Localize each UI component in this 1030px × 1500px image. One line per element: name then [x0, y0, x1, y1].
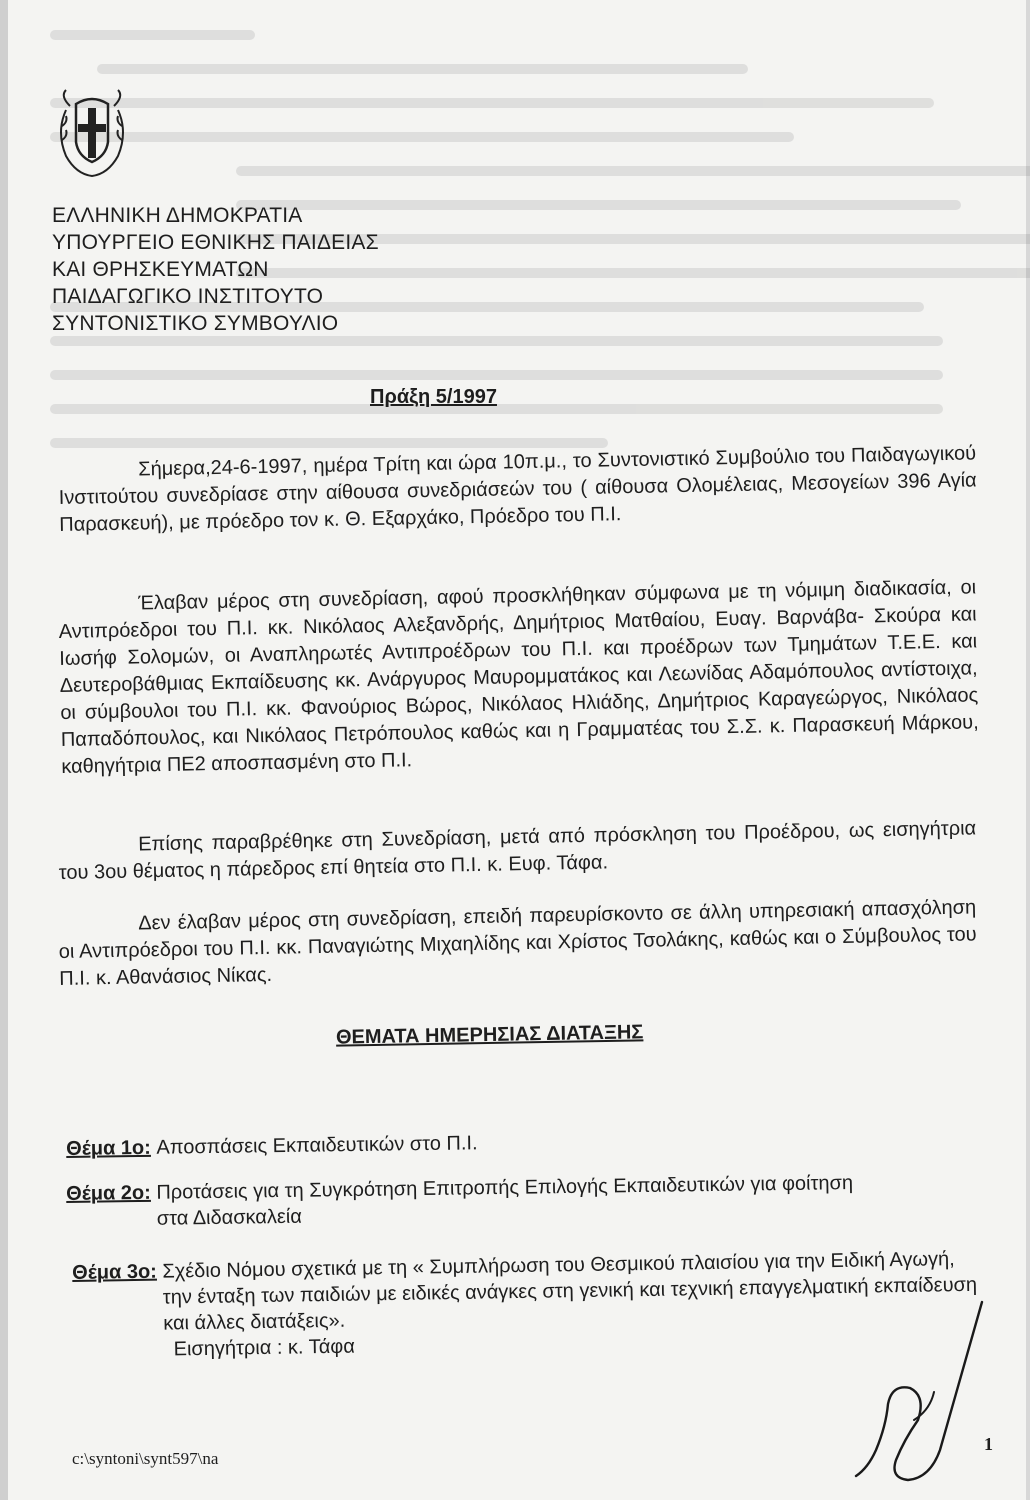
agenda-item-label: Θέμα 3ο:	[72, 1260, 158, 1284]
paragraph-text: Σήμερα,24-6-1997, ημέρα Τρίτη και ώρα 10π.μ., το Συντονιστικό Συμβούλιο του Παιδαγωγικού Ινστιτούτου συνεδρίασε στην αίθουσα συνεδριάσεών του ( αίθουσα Ολομέλειας, Μεσογείων 396 Αγία Παρασκευή), με πρόεδρο τον κ. Θ. Εξαρχάκο, Πρόεδρο του Π.Ι.	[58, 442, 977, 536]
scan-edge-right	[1026, 0, 1030, 1500]
agenda-item-label: Θέμα 2ο:	[66, 1181, 151, 1205]
header-line: ΣΥΝΤΟΝΙΣΤΙΚΟ ΣΥΜΒΟΥΛΙΟ	[52, 312, 339, 335]
agenda-item-text: Αποσπάσεις Εκπαιδευτικών στο Π.Ι.	[156, 1132, 478, 1159]
agenda-item-label: Θέμα 1ο:	[66, 1136, 151, 1160]
agenda-item	[66, 1170, 857, 1233]
coat-of-arms-icon	[52, 86, 132, 178]
scan-edge-left	[0, 0, 8, 1500]
page-number: 1	[984, 1434, 993, 1454]
paragraph-text: Επίσης παραβρέθηκε στη Συνεδρίαση, μετά από πρόσκληση του Προέδρου, ως εισηγήτρια του 3ου θέματος η πάρεδρος επί θητεία στο Π.Ι. κ. Ευφ. Τάφα.	[58, 817, 977, 884]
agenda-title: ΘΕΜΑΤΑ ΗΜΕΡΗΣΙΑΣ ΔΙΑΤΑΞΗΣ	[335, 1021, 644, 1049]
document-title: Πράξη 5/1997	[370, 386, 497, 408]
signature-icon	[830, 1300, 990, 1485]
agenda-item-text: Σχέδιο Νόμου σχετικά με τη « Συμπλήρωση του Θεσμικού πλαισίου για την Ειδική Αγωγή, την ένταξη των παιδιών με ειδικές ανάγκες στη γενική και τεχνική επαγγελματική εκπαίδευση και άλλες διατάξεις».	[162, 1248, 978, 1335]
agenda-item	[66, 1130, 478, 1162]
agenda-item-text: Προτάσεις για τη Συγκρότηση Επιτροπής Επιλογής Εκπαιδευτικών για φοίτηση στα Διδασκαλεία	[156, 1172, 854, 1230]
paragraph-text: Δεν έλαβαν μέρος στη συνεδρίαση, επειδή παρευρίσκοντο σε άλλη υπηρεσιακή απασχόληση οι Αντιπρόεδροι του Π.Ι. κκ. Παναγιώτης Μιχαηλίδης και Χρίστος Τσολάκης, καθώς και ο Σύμβουλος του Π.Ι. κ. Αθανάσιος Νίκας.	[58, 896, 977, 990]
header-line: ΥΠΟΥΡΓΕΙΟ ΕΘΝΙΚΗΣ ΠΑΙΔΕΙΑΣ	[52, 231, 379, 254]
header-line: ΕΛΛΗΝΙΚΗ ΔΗΜΟΚΡΑΤΙΑ	[52, 204, 303, 227]
file-path: c:\syntoni\synt597\na	[72, 1449, 219, 1468]
agenda-item-rapporteur: Εισηγήτρια : κ. Τάφα	[173, 1335, 356, 1361]
paragraph-absentees	[58, 894, 977, 993]
header-line: ΚΑΙ ΘΡΗΣΚΕΥΜΑΤΩΝ	[52, 258, 269, 281]
paragraph-rapporteur	[58, 815, 977, 887]
paragraph-attendees	[58, 574, 979, 781]
issuer-header	[52, 202, 379, 337]
paragraph-meeting-intro	[58, 440, 977, 539]
paragraph-text: Έλαβαν μέρος στη συνεδρίαση, αφού προσκλήθηκαν σύμφωνα με τη νόμιμη διαδικασία, οι Αντιπρόεδροι του Π.Ι. κκ. Νικόλαος Αλεξανδρής, Δημήτριος Ματθαίου, Ευαγ. Βαρνάβα- Σκούρα και Ιωσήφ Σολομών, οι Αναπληρωτές Αντιπροέδρων του Π.Ι. και προέδρων των Τμημάτων Τ.Ε.Ε. και Δευτεροβάθμιας Εκπαίδευσης κκ. Ανάργυρος Μαυρομματάκος και Λεωνίδας Αδαμόπουλος αντίστοιχα, οι σύμβουλοι του Π.Ι. κκ. Φανούριος Βώρος, Νικόλαος Ηλιάδης, Δημήτριος Καραγεώργος, Νικόλαος Παπαδόπουλος, και Νικόλαος Πετρόπουλος καθώς και η Γραμματέας του Σ.Σ. κ. Παρασκευή Μάρκου, καθηγήτρια ΠΕ2 αποσπασμένη στο Π.Ι.	[58, 576, 979, 778]
header-line: ΠΑΙΔΑΓΩΓΙΚΟ ΙΝΣΤΙΤΟΥΤΟ	[52, 285, 324, 308]
